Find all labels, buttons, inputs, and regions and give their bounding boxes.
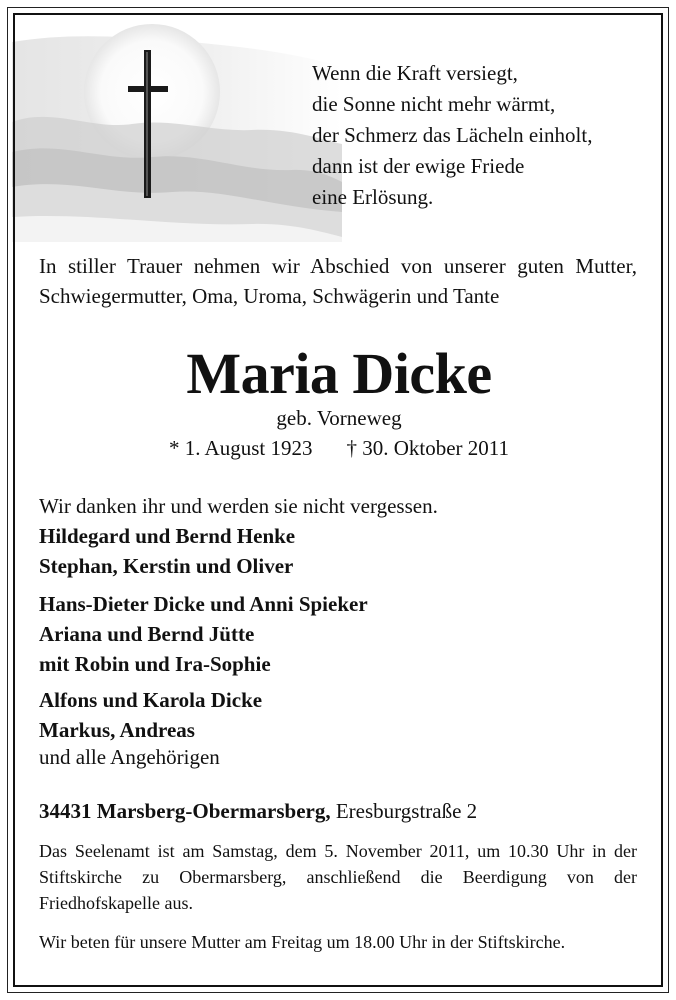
mourner-line: Hans-Dieter Dicke und Anni Spieker — [39, 592, 368, 616]
birth-date: * 1. August 1923 — [168, 436, 313, 460]
thanks-text: Wir danken ihr und werden sie nicht vergessen. — [39, 494, 438, 518]
address-city: 34431 Marsberg-Obermarsberg, — [39, 799, 331, 823]
mourner-line: Hildegard und Bernd Henke — [39, 524, 296, 548]
sun-landscape-illustration — [12, 12, 352, 242]
obituary-card — [7, 7, 669, 993]
mourner-group — [39, 521, 295, 581]
funeral-notice: Das Seelenamt ist am Samstag, dem 5. November 2011, um 10.30 Uhr in der Stiftskirche zu Obermarsberg, anschließend die Beerdigung von der Friedhofskapelle aus. — [39, 841, 637, 913]
poem-line: eine Erlösung. — [312, 185, 434, 209]
intro-text: In stiller Trauer nehmen wir Abschied von unserer guten Mutter, Schwiegermutter, Oma, Uroma, Schwägerin und Tante — [39, 254, 637, 308]
death-date: † 30. Oktober 2011 — [346, 436, 510, 460]
mourner-line: Markus, Andreas — [39, 718, 195, 742]
address — [39, 796, 477, 826]
mourner-group — [39, 685, 262, 745]
maiden-name: geb. Vorneweg — [276, 406, 402, 430]
mourner-line: mit Robin und Ira-Sophie — [39, 652, 271, 676]
poem-line: die Sonne nicht mehr wärmt, — [312, 92, 556, 116]
address-street: Eresburgstraße 2 — [335, 799, 478, 823]
deceased-name: Maria Dicke — [186, 341, 492, 406]
cross-icon — [128, 50, 168, 200]
poem-line: dann ist der ewige Friede — [312, 154, 525, 178]
life-dates — [8, 433, 669, 463]
relatives-text: und alle Angehörigen — [39, 745, 220, 769]
poem — [312, 58, 592, 213]
mourner-line: Stephan, Kerstin und Oliver — [39, 554, 294, 578]
poem-line: Wenn die Kraft versiegt, — [312, 61, 518, 85]
prayer-notice: Wir beten für unsere Mutter am Freitag um 18.00 Uhr in der Stiftskirche. — [39, 932, 566, 952]
mourner-line: Ariana und Bernd Jütte — [39, 622, 255, 646]
mourner-group — [39, 589, 368, 679]
poem-line: der Schmerz das Lächeln einholt, — [312, 123, 593, 147]
mourner-line: Alfons und Karola Dicke — [39, 688, 263, 712]
